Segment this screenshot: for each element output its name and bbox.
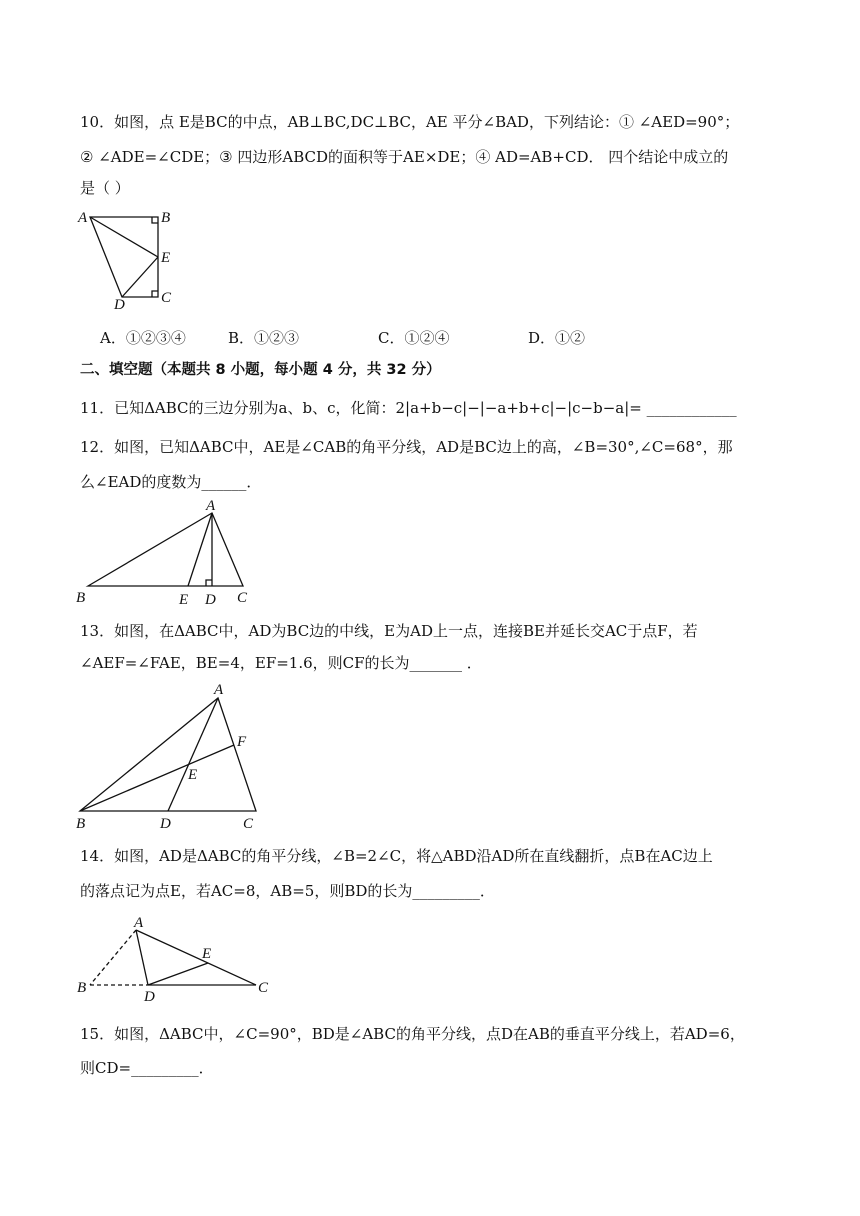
- q13-label-d: D: [160, 816, 171, 832]
- q14-segment-ad: [136, 930, 148, 985]
- q13-segment-bf: [80, 745, 234, 811]
- q10-label-b: B: [161, 210, 171, 226]
- section-2-heading: 二、填空题（本题共 8 小题，每小题 4 分，共 32 分）: [80, 362, 441, 378]
- q10-option-b: B．①②③: [228, 329, 300, 347]
- q10-line-1: 10．如图，点 E是BC的中点，AB⊥BC,DC⊥BC，AE 平分∠BAD，下列结论：① ∠AED=90°；: [80, 113, 740, 131]
- q14-segment-ac: [136, 930, 256, 985]
- q14-line-1: 14．如图，AD是ΔABC的角平分线，∠B=2∠C，将△ABD沿AD所在直线翻折，点B在AC边上: [80, 847, 713, 865]
- q12-line-1: 12．如图，已知ΔABC中，AE是∠CAB的角平分线，AD是BC边上的高，∠B=30°,∠C=68°，那: [80, 438, 733, 456]
- q13-label-c: C: [243, 816, 254, 832]
- q10-figure: [78, 206, 188, 316]
- q12-label-e: E: [179, 592, 189, 608]
- q13-label-b: B: [76, 816, 86, 832]
- q12-label-c: C: [237, 590, 248, 606]
- q13-line-1: 13．如图，在ΔABC中，AD为BC边的中线，E为AD上一点，连接BE并延长交AC于点F，若: [80, 622, 698, 640]
- q12-line-2: 么∠EAD的度数为______．: [80, 473, 262, 491]
- q10-line-2: ② ∠ADE=∠CDE；③ 四边形ABCD的面积等于AE×DE；④ AD=AB+CD． 四个结论中成立的: [80, 148, 729, 166]
- q13-triangle: [80, 698, 256, 811]
- q14-figure: [76, 910, 276, 1010]
- q11-line: 11．已知ΔABC的三边分别为a、b、c，化简：2|a+b−c|−|−a+b+c|−|c−b−a|= ____________: [80, 399, 737, 417]
- q14-line-2: 的落点记为点E，若AC=8，AB=5，则BD的长为_________．: [80, 882, 495, 900]
- q10-right-angle-c: [152, 291, 158, 297]
- q13-line-2: ∠AEF=∠FAE，BE=4，EF=1.6，则CF的长为_______ ．: [80, 654, 482, 672]
- q14-dashed-ab: [90, 930, 136, 985]
- q14-label-a: A: [134, 915, 144, 931]
- q12-figure: [76, 498, 266, 608]
- q10-label-a: A: [78, 210, 88, 226]
- q12-segment-ae: [188, 513, 212, 586]
- q14-segment-de: [148, 963, 208, 985]
- q12-triangle: [88, 513, 243, 586]
- q13-label-f: F: [237, 734, 247, 750]
- q12-right-angle-d: [206, 580, 212, 586]
- q14-label-d: D: [144, 989, 155, 1005]
- q13-label-a: A: [214, 682, 224, 698]
- q10-line-3: 是（ ）: [80, 179, 130, 197]
- q14-label-e: E: [202, 946, 212, 962]
- q10-right-angle-b: [152, 217, 158, 223]
- q10-option-a: A．①②③④: [100, 329, 186, 347]
- q10-label-d: D: [114, 297, 125, 313]
- q10-segment-ae: [90, 217, 158, 257]
- q10-option-d: D．①②: [528, 329, 586, 347]
- q10-quadrilateral: [90, 217, 158, 297]
- q12-label-d: D: [205, 592, 216, 608]
- q10-option-c: C．①②④: [378, 329, 450, 347]
- q12-label-a: A: [206, 498, 216, 514]
- q10-label-c: C: [161, 290, 172, 306]
- q14-label-b: B: [77, 980, 87, 996]
- q13-figure: [76, 680, 276, 830]
- q15-line-1: 15．如图，ΔABC中，∠C=90°，BD是∠ABC的角平分线，点D在AB的垂直平分线上，若AD=6，: [80, 1025, 745, 1043]
- q15-line-2: 则CD=_________．: [80, 1059, 214, 1077]
- q10-label-e: E: [161, 250, 171, 266]
- q12-label-b: B: [76, 590, 86, 606]
- q13-label-e: E: [188, 767, 198, 783]
- q14-label-c: C: [258, 980, 269, 996]
